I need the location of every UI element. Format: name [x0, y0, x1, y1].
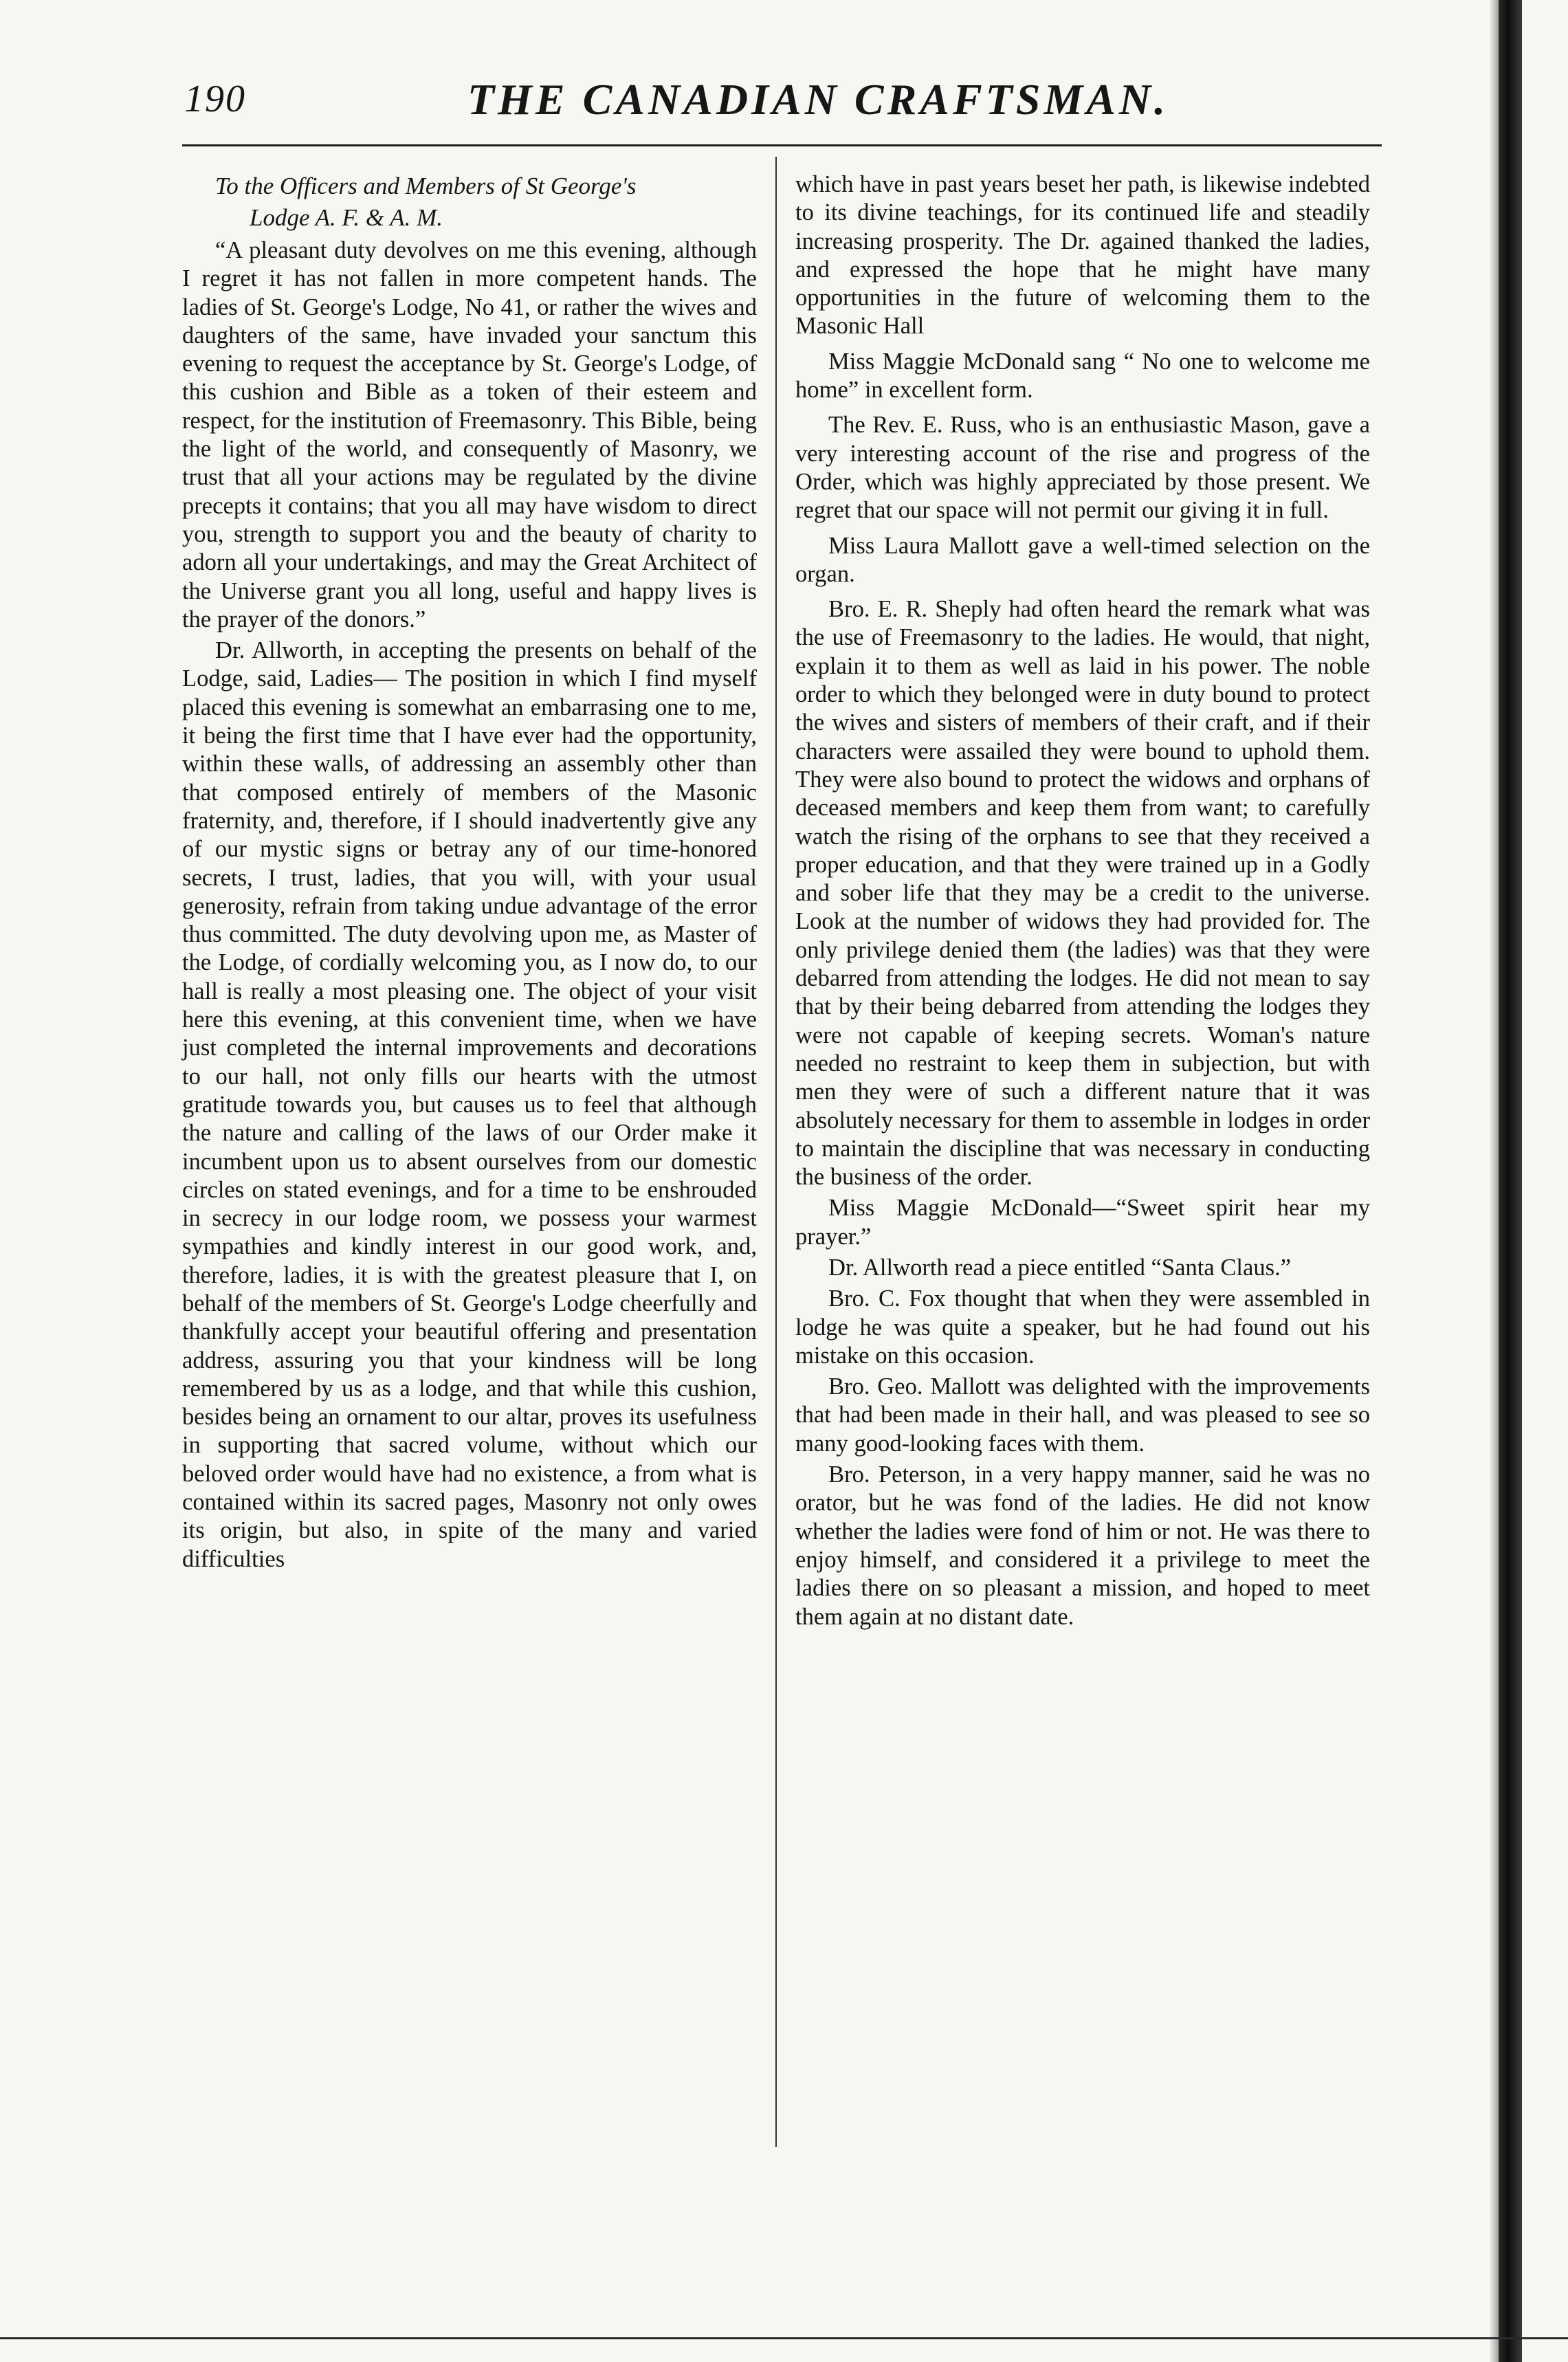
paragraph: Miss Maggie McDonald sang “ No one to welcome me home” in excellent form.: [795, 348, 1370, 404]
bottom-rule: [0, 2337, 1568, 2339]
paragraph: Dr. Allworth, in accepting the presents on behalf of the Lodge, said, Ladies— The position in which I find myself placed this evening is somewhat an embarrasing one to me, it being the first time that I have ever had the opportunity, within these walls, of addressing an assembly other than that composed entirely of members of the Masonic fraternity, and, therefore, if I should inadvertently give any of our mystic signs or betray any of our time-honored secrets, I trust, ladies, that you will, with your usual generosity, refrain from taking undue advantage of the error thus committed. The duty devolving upon me, as Master of the Lodge, of cordially welcoming you, as I now do, to our hall is really a most pleasing one. The object of your visit here this evening, at this convenient time, when we have just completed the internal improvements and decorations to our hall, not only fills our hearts with the utmost gratitude towards you, but causes us to feel that although the nature and calling of the laws of our Order make it incumbent upon us to absent ourselves from our domestic circles on stated evenings, and for a time to be enshrouded in secrecy in our lodge room, we possess your warmest sympathies and kindly interest in our good work, and, therefore, ladies, it is with the greatest pleasure that I, on behalf of the members of St. George's Lodge cheerfully and thankfully accept your beautiful offering and presentation address, assuring you that your kindness will be long remembered by us as a lodge, and that while this cushion, besides being an ornament to our altar, proves its usefulness in supporting that sacred volume, without which our beloved order would have had no existence, a from what is contained within its sacred pages, Masonry not only owes its origin, but also, in spite of the many and varied difficulties: [182, 637, 757, 1572]
paragraph: “A pleasant duty devolves on me this evening, although I regret it has not fallen in more competent hands. The ladies of St. George's Lodge, No 41, or rather the wives and daughters of the same, have invaded your sanctum this evening to request the acceptance by St. George's Lodge, of this cushion and Bible as a token of their esteem and respect, for the institution of Freemasonry. This Bible, being the light of the world, and consequently of Masonry, we trust that all your actions may be regulated by the divine precepts it contains; that you all may have wisdom to direct you, strength to support you and the beauty of charity to adorn all your undertakings, and may the Great Architect of the Universe grant you all long, useful and happy lives is the prayer of the donors.”: [182, 237, 757, 632]
column-divider: [775, 157, 777, 2147]
running-title: THE CANADIAN CRAFTSMAN.: [467, 75, 1169, 124]
paragraph: Bro. Peterson, in a very happy manner, said he was no orator, but he was fond of the ladies. He did not know whether the ladies were fond of him or not. He was there to enjoy himself, and considered it a privilege to meet the ladies there on so pleasant a mission, and hoped to meet them again at no distant date.: [795, 1461, 1370, 1630]
address-line-1: To the Officers and Members of St George's: [215, 173, 637, 199]
paragraph: The Rev. E. Russ, who is an enthusiastic Mason, gave a very interesting account of the rise and progress of the Order, which was highly appreciated by those present. We regret that our space will not permit our giving it in full.: [795, 412, 1370, 524]
paragraph: Bro. E. R. Sheply had often heard the remark what was the use of Freemasonry to the ladies. He would, that night, explain it to them as well as laid in his power. The noble order to which they belonged were in duty bound to protect the wives and sisters of members of their craft, and if their characters were assailed they were bound to uphold them. They were also bound to protect the widows and orphans of deceased members and keep them from want; to carefully watch the rising of the orphans to see that they received a proper education, and that they were trained up in a Godly and sober life that they may be a credit to the universe. Look at the number of widows they had provided for. The only privilege denied them (the ladies) was that they were debarred from attending the lodges. He did not mean to say that by their being debarred from attending the lodges they were not capable of keeping secrets. Woman's nature needed no restraint to keep them in subjection, but with men they were of such a different nature that it was absolutely necessary for them to assemble in lodges in order to maintain the discipline that was necessary in conducting the business of the order.: [795, 596, 1370, 1191]
paragraph: which have in past years beset her path, is likewise indebted to its divine teachings, for its continued life and steadily increasing prosperity. The Dr. agained thanked the ladies, and expressed the hope that he might have many opportunities in the future of welcoming them to the Masonic Hall: [795, 171, 1370, 340]
paragraph: Miss Laura Mallott gave a well-timed selection on the organ.: [795, 532, 1370, 587]
binding-edge: [1499, 0, 1522, 2362]
address-line-2: Lodge A. F. & A. M.: [250, 204, 443, 231]
right-column: [795, 170, 1370, 1631]
page-number: 190: [184, 78, 246, 120]
paragraph: Dr. Allworth read a piece entitled “Santa Claus.”: [828, 1254, 1292, 1281]
header-rule: [182, 144, 1382, 146]
paragraph: Bro. Geo. Mallott was delighted with the improvements that had been made in their hall, and was pleased to see so many good-looking faces with them.: [795, 1373, 1370, 1457]
paragraph: Miss Maggie McDonald—“Sweet spirit hear my prayer.”: [795, 1195, 1370, 1250]
paragraph: Bro. C. Fox thought that when they were assembled in lodge he was quite a speaker, but he had found out his mistake on this occasion.: [795, 1285, 1370, 1369]
binding-shadow: [1489, 0, 1499, 2362]
left-column: [182, 170, 757, 1574]
